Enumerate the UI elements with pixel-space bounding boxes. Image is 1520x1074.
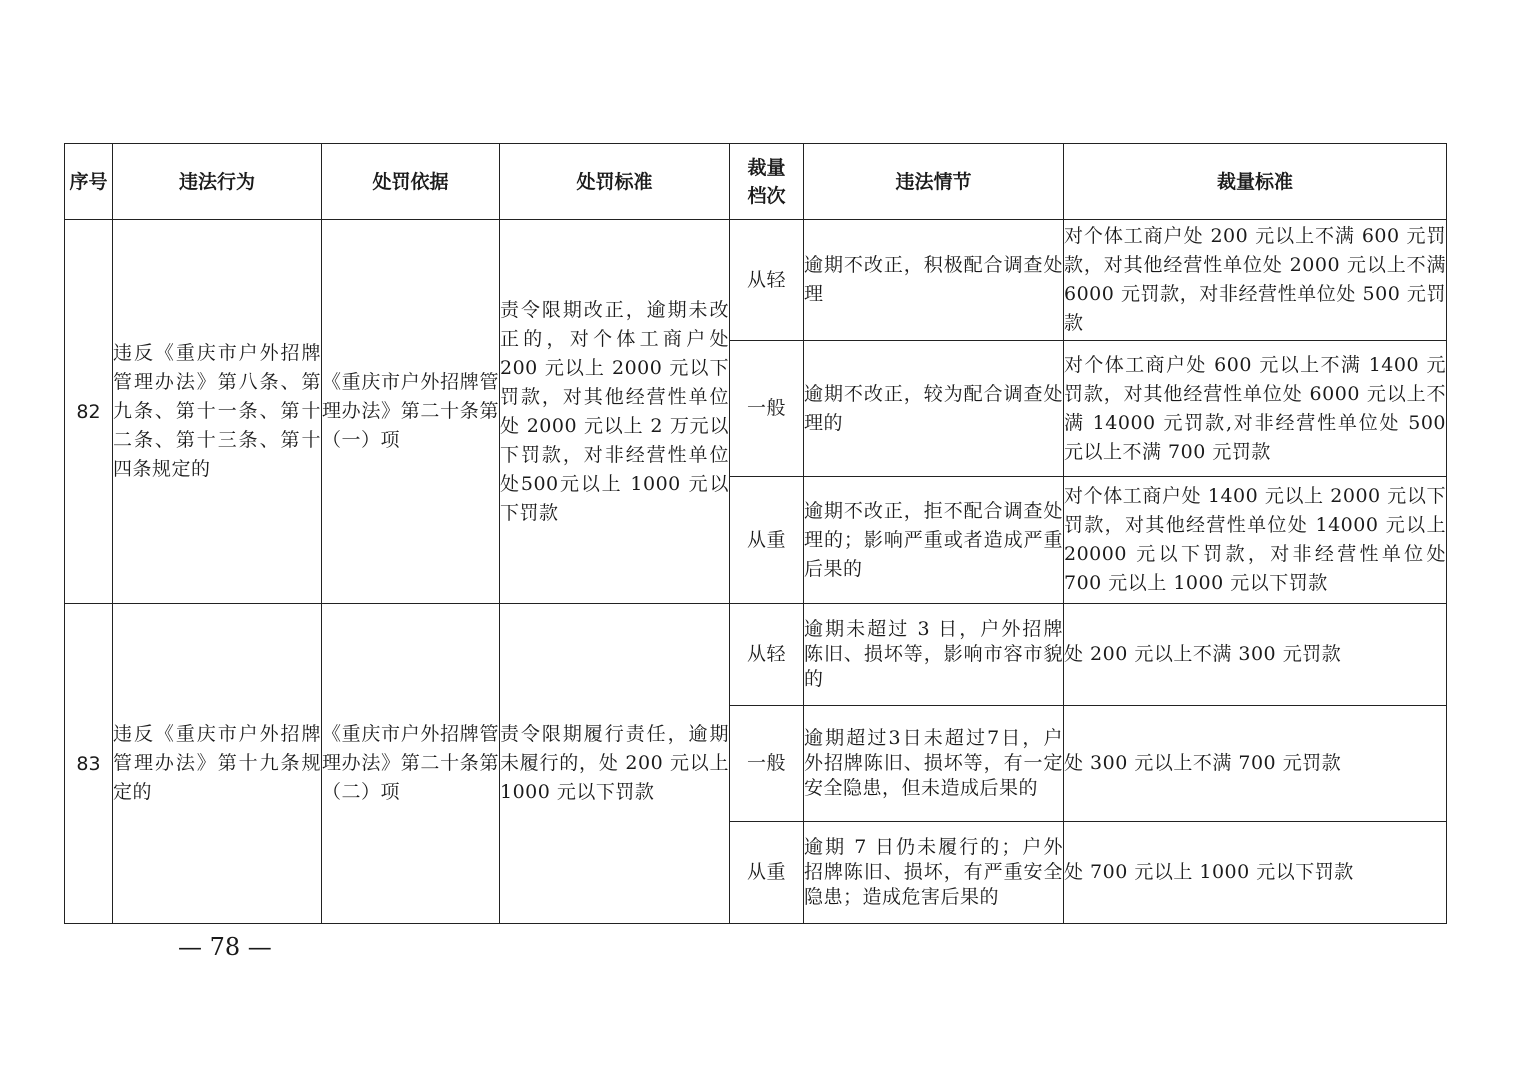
discretion-cell: 处 300 元以上不满 700 元罚款 bbox=[1064, 706, 1447, 822]
discretion-cell: 处 200 元以上不满 300 元罚款 bbox=[1064, 604, 1447, 706]
circumstance-cell: 逾期不改正，积极配合调查处理 bbox=[804, 220, 1064, 341]
level-cell: 从轻 bbox=[730, 220, 804, 341]
table-row bbox=[65, 220, 1447, 341]
circumstance-cell: 逾期超过3日未超过7日，户外招牌陈旧、损坏等，有一定安全隐患，但未造成后果的 bbox=[804, 706, 1064, 822]
row-seq: 83 bbox=[65, 604, 113, 924]
header-seq: 序号 bbox=[65, 144, 113, 220]
penalty-discretion-table bbox=[64, 143, 1447, 924]
table-header-row bbox=[65, 144, 1447, 220]
discretion-cell: 对个体工商户处 600 元以上不满 1400 元罚款，对其他经营性单位处 6000 元以上不满 14000 元罚款,对非经营性单位处 500 元以上不满 700 元罚款 bbox=[1064, 341, 1447, 477]
header-circumstance: 违法情节 bbox=[804, 144, 1064, 220]
header-level: 裁量档次 bbox=[730, 144, 804, 220]
header-standard: 处罚标准 bbox=[500, 144, 730, 220]
table-row bbox=[65, 604, 1447, 706]
level-cell: 一般 bbox=[730, 341, 804, 477]
row-standard: 责令限期履行责任，逾期未履行的，处 200 元以上 1000 元以下罚款 bbox=[500, 604, 730, 924]
level-cell: 从轻 bbox=[730, 604, 804, 706]
row-behavior: 违反《重庆市户外招牌管理办法》第十九条规定的 bbox=[113, 604, 322, 924]
row-seq: 82 bbox=[65, 220, 113, 604]
row-behavior: 违反《重庆市户外招牌管理办法》第八条、第九条、第十一条、第十二条、第十三条、第十四条规定的 bbox=[113, 220, 322, 604]
level-cell: 一般 bbox=[730, 706, 804, 822]
discretion-cell: 对个体工商户处 1400 元以上 2000 元以下罚款，对其他经营性单位处 14000 元以上 20000 元以下罚款，对非经营性单位处 700 元以上 1000 元以下罚款 bbox=[1064, 477, 1447, 604]
circumstance-cell: 逾期未超过 3 日，户外招牌陈旧、损坏等，影响市容市貌的 bbox=[804, 604, 1064, 706]
page-number: — 78 — bbox=[178, 933, 272, 961]
discretion-cell: 对个体工商户处 200 元以上不满 600 元罚款，对其他经营性单位处 2000 元以上不满 6000 元罚款，对非经营性单位处 500 元罚款 bbox=[1064, 220, 1447, 341]
level-cell: 从重 bbox=[730, 822, 804, 924]
level-cell: 从重 bbox=[730, 477, 804, 604]
header-basis: 处罚依据 bbox=[322, 144, 500, 220]
row-basis: 《重庆市户外招牌管理办法》第二十条第（一）项 bbox=[322, 220, 500, 604]
circumstance-cell: 逾期不改正，拒不配合调查处理的；影响严重或者造成严重后果的 bbox=[804, 477, 1064, 604]
discretion-cell: 处 700 元以上 1000 元以下罚款 bbox=[1064, 822, 1447, 924]
row-basis: 《重庆市户外招牌管理办法》第二十条第（二）项 bbox=[322, 604, 500, 924]
circumstance-cell: 逾期不改正，较为配合调查处理的 bbox=[804, 341, 1064, 477]
header-behavior: 违法行为 bbox=[113, 144, 322, 220]
header-discretion: 裁量标准 bbox=[1064, 144, 1447, 220]
row-standard: 责令限期改正，逾期未改正的，对个体工商户处 200 元以上 2000 元以下罚款，对其他经营性单位处 2000 元以上 2 万元以下罚款，对非经营性单位处500元以上 1000 元以下罚款 bbox=[500, 220, 730, 604]
circumstance-cell: 逾期 7 日仍未履行的；户外招牌陈旧、损坏，有严重安全隐患；造成危害后果的 bbox=[804, 822, 1064, 924]
